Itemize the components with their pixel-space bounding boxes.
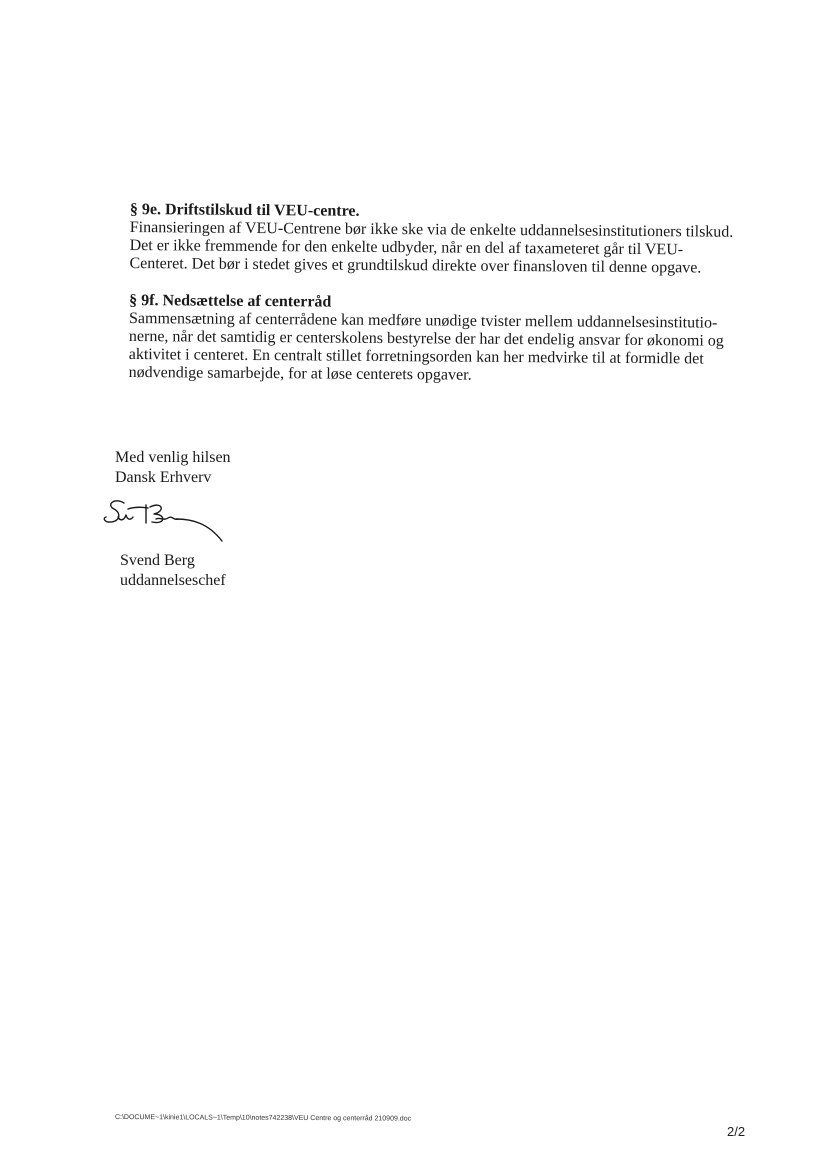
closing-organization: Dansk Erhverv (115, 469, 212, 486)
paragraph-line: Finansieringen af VEU-Centrene bør ikke ske via de enkelte uddannelsesinstitutioners tilskud. (129, 218, 734, 241)
document-body (128, 200, 770, 405)
section-heading: § 9f. Nedsættelse af centerråd (129, 291, 332, 311)
paragraph-line: nerne, når det samtidig er centerskolens bestyrelse der har det endelig ansvar for økonomi og (128, 327, 724, 350)
footer-file-path: C:\DOCUME~1\kinie1\LOCALS~1\Temp\10\notes742238\VEU Centre og centerråd 210909.doc (114, 1114, 412, 1123)
paragraph-line: aktivitet i centeret. En centralt stillet forretningsorden kan her medvirke til at formidle det (128, 345, 704, 368)
section-9e (129, 200, 770, 278)
closing-greeting: Med venlig hilsen (115, 449, 231, 466)
signer-title: uddannelseschef (120, 572, 226, 589)
section-heading: § 9e. Driftstilskud til VEU-centre. (129, 200, 360, 220)
paragraph-line: nødvendige samarbejde, for at løse centerets opgaver. (128, 363, 472, 384)
section-9f (129, 291, 770, 387)
closing-block (115, 448, 231, 488)
paragraph-line: Sammensætning af centerrådene kan medføre unødige tvister mellem uddannelsesinstitutio- (129, 309, 718, 332)
handwritten-signature (100, 495, 230, 550)
signer-block (120, 551, 226, 591)
page-number: 2/2 (727, 1124, 746, 1139)
signer-name: Svend Berg (120, 552, 195, 569)
paragraph-line: Centeret. Det bør i stedet gives et grundtilskud direkte over finansloven til denne opgave. (129, 254, 702, 277)
paragraph-line: Det er ikke fremmende for den enkelte udbyder, når en del af taxameteret går til VEU- (129, 236, 684, 259)
